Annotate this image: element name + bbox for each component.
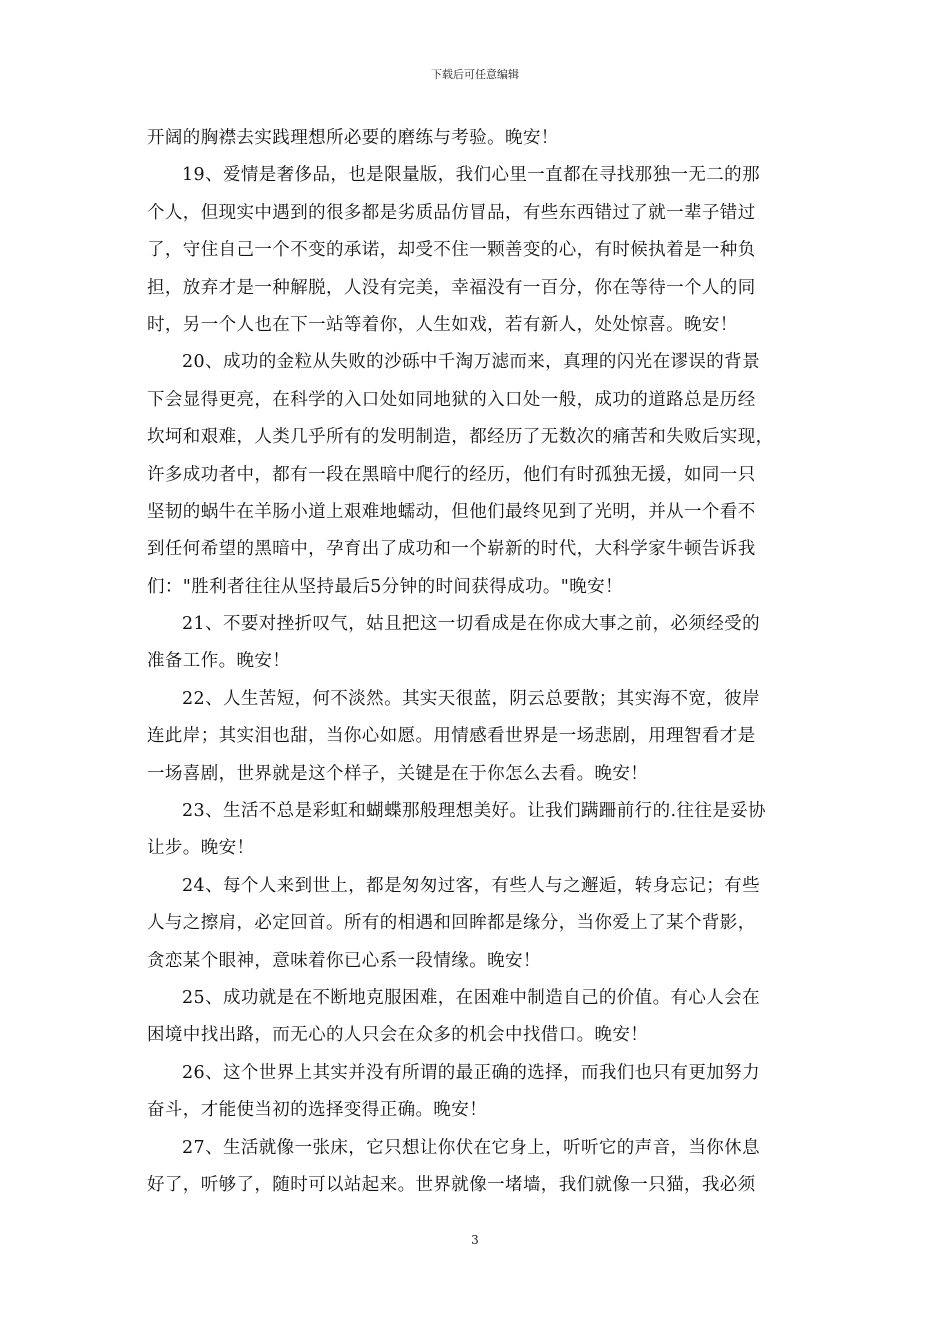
text-line: 24、每个人来到世上，都是匆匆过客，有些人与之邂逅，转身忘记；有些 (182, 875, 760, 896)
text-line: 21、不要对挫折叹气，姑且把这一切看成是在你成大事之前，必须经受的 (182, 614, 760, 635)
text-line: 贪恋某个眼神，意味着你已心系一段情缘。晚安！ (147, 950, 541, 971)
text-line: 到任何希望的黑暗中，孕育出了成功和一个崭新的时代，大科学家牛顿告诉我 (147, 539, 756, 560)
text-line: 25、成功就是在不断地克服困难，在困难中制造自己的价值。有心人会在 (182, 987, 760, 1008)
text-line: 20、成功的金粒从失败的沙砾中千淘万滤而来，真理的闪光在谬误的背景 (182, 352, 760, 373)
text-line: 一场喜剧，世界就是这个样子，关键是在于你怎么去看。晚安！ (147, 763, 649, 784)
text-line: 开阔的胸襟去实践理想所必要的磨练与考验。晚安！ (147, 128, 559, 148)
page-header: 下载后可任意编辑 (431, 68, 519, 81)
text-line: 坎坷和艰难，人类几乎所有的发明制造，都经历了无数次的痛苦和失败后实现， (147, 427, 774, 448)
text-line: 22、人生苦短，何不淡然。其实天很蓝，阴云总要散；其实海不宽，彼岸 (182, 688, 760, 709)
text-line: 好了，听够了，随时可以站起来。世界就像一堵墙，我们就像一只猫，我必须 (147, 1174, 756, 1195)
text-line: 个人，但现实中遇到的很多都是劣质品仿冒品，有些东西错过了就一辈子错过 (147, 202, 756, 223)
text-line: 连此岸；其实泪也甜，当你心如愿。用情感看世界是一场悲剧，用理智看才是 (147, 726, 756, 747)
document-body (147, 120, 807, 1204)
text-line: 23、生活不总是彩虹和蝴蝶那般理想美好。让我们蹒跚前行的.往往是妥协 (182, 801, 766, 822)
text-line: 许多成功者中，都有一段在黑暗中爬行的经历，他们有时孤独无援，如同一只 (147, 464, 756, 485)
page-number: 3 (471, 1233, 479, 1247)
text-line: 奋斗，才能使当初的选择变得正确。晚安！ (147, 1100, 488, 1121)
text-line: 27、生活就像一张床，它只想让你伏在它身上，听听它的声音，当你休息 (182, 1137, 760, 1158)
text-line: 19、爱情是奢侈品，也是限量版，我们心里一直都在寻找那独一无二的那 (182, 165, 760, 186)
text-line: 们："胜利者往往从坚持最后5分钟的时间获得成功。"晚安！ (147, 576, 623, 597)
text-line: 坚韧的蜗牛在羊肠小道上艰难地蠕动，但他们最终见到了光明，并从一个看不 (147, 501, 756, 522)
text-line: 准备工作。晚安！ (147, 651, 291, 672)
text-line: 担，放弃才是一种解脱，人没有完美，幸福没有一百分，你在等待一个人的同 (147, 277, 756, 298)
text-line: 时，另一个人也在下一站等着你，人生如戏，若有新人，处处惊喜。晚安！ (147, 314, 738, 335)
text-line: 人与之擦肩，必定回首。所有的相遇和回眸都是缘分，当你爱上了某个背影， (147, 913, 756, 934)
text-line: 让步。晚安！ (147, 838, 255, 859)
text-line: 下会显得更亮，在科学的入口处如同地狱的入口处一般，成功的道路总是历经 (147, 389, 756, 410)
text-line: 了，守住自己一个不变的承诺，却受不住一颗善变的心，有时候执着是一种负 (147, 240, 756, 261)
text-line: 26、这个世界上其实并没有所谓的最正确的选择，而我们也只有更加努力 (182, 1062, 760, 1083)
text-line: 困境中找出路，而无心的人只会在众多的机会中找借口。晚安！ (147, 1025, 649, 1046)
